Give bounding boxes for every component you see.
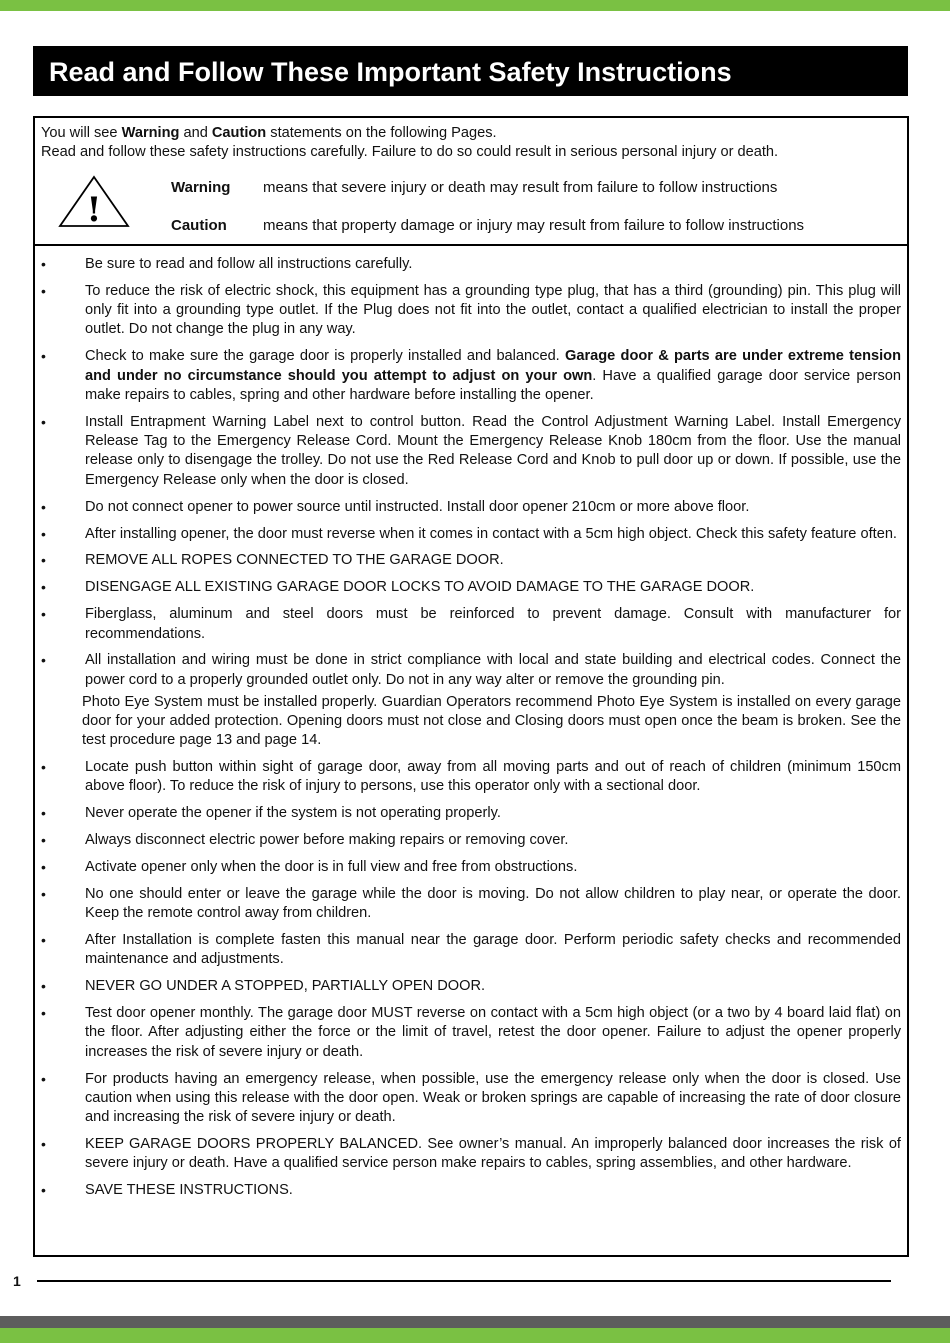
bullet: • bbox=[41, 525, 46, 542]
caution-term-inline: Caution bbox=[211, 125, 267, 141]
list-item: • Do not connect opener to power source until instructed. Install door opener 210cm or more above floor. bbox=[85, 498, 901, 517]
bullet: • bbox=[41, 579, 46, 596]
bullet: • bbox=[41, 859, 46, 876]
bullet: • bbox=[41, 1136, 46, 1153]
list-item: • No one should enter or leave the garage while the door is moving. Do not allow children to play near, or operate the door. Keep the remote control away from children. bbox=[41, 885, 901, 922]
list-item: • SAVE THESE INSTRUCTIONS. bbox=[85, 1181, 901, 1200]
warning-triangle-mark: ! bbox=[86, 190, 102, 229]
bullet: • bbox=[41, 978, 46, 995]
warning-term-inline: Warning bbox=[121, 125, 180, 141]
definition-term: Caution bbox=[171, 217, 227, 234]
list-item: • After Installation is complete fasten this manual near the garage door. Perform periodic safety checks and recommended maintenance and adjustments. bbox=[41, 932, 901, 968]
list-item: • Always disconnect electric power before making repairs or removing cover. bbox=[85, 831, 901, 850]
definition-text: means that property damage or injury may result from failure to follow instructions bbox=[263, 217, 805, 234]
list-item: • All installation and wiring must be done in strict compliance with local and state building and electrical codes. Connect the power cord to a properly grounded outlet only. Do not in any way alter or remove the grounding pin. bbox=[41, 652, 901, 688]
list-item: • KEEP GARAGE DOORS PROPERLY BALANCED. See owner’s manual. An improperly balanced door increases the risk of severe injury or death. Have a qualified service person make repairs to cables, spring assemblies, and other hardware. bbox=[41, 1136, 901, 1172]
safety-instructions-box bbox=[33, 116, 909, 1257]
definition-text: means that severe injury or death may result from failure to follow instructions bbox=[263, 179, 778, 196]
bullet: • bbox=[41, 652, 46, 669]
list-item: • Be sure to read and follow all instructions carefully. bbox=[85, 255, 901, 274]
bottom-accent-bar bbox=[0, 1328, 950, 1343]
list-item: • To reduce the risk of electric shock, this equipment has a grounding type plug, that has a third (grounding) pin. This plug will only fit into a grounding type outlet. If the Plug does not fit into the outlet, contact a qualified electrician to install the proper outlet. Do not change the plug in any way. bbox=[41, 282, 901, 338]
bullet: • bbox=[41, 1005, 46, 1022]
list-item: • Test door opener monthly. The garage door MUST reverse on contact with a 5cm high object (or a two by 4 board laid flat) on the floor. After adjusting either the force or the limit of travel, retest the door opener. Failure to adjust the opener properly increases the risk of severe injury or death. bbox=[41, 1005, 901, 1060]
list-item: • After installing opener, the door must reverse when it comes in contact with a 5cm high object. Check this safety feature often. bbox=[85, 525, 901, 544]
definition-term: Warning bbox=[171, 179, 231, 196]
footer-divider bbox=[37, 1280, 891, 1282]
bullet: • bbox=[41, 1070, 46, 1087]
bullet: • bbox=[41, 932, 46, 949]
list-item: • Activate opener only when the door is in full view and free from obstructions. bbox=[85, 858, 901, 877]
bullet: • bbox=[41, 282, 46, 299]
list-item: • For products having an emergency release, when possible, use the emergency release only when the door is closed. Use caution when using this release with the door open. Weak or broken springs are capable of increasing the rate of door closure and increasing the risk of severe injury or death. bbox=[41, 1070, 901, 1126]
bullet: • bbox=[41, 885, 46, 902]
bullet: • bbox=[41, 256, 46, 272]
intro-section bbox=[35, 118, 907, 246]
list-item: • Check to make sure the garage door is properly installed and balanced. Garage door & parts are under extreme tension and under no circumstance should you attempt to adjust on your own. Have a qualified garage door service person make repairs to cables, spring and other hardware before installing the opener. bbox=[41, 348, 901, 403]
list-item: • Fiberglass, aluminum and steel doors must be reinforced to prevent damage. Consult with manufacturer for recommendations. bbox=[41, 606, 901, 642]
list-item: • Install Entrapment Warning Label next to control button. Read the Control Adjustment Warning Label. Install Emergency Release Tag to the Emergency Release Cord. Mount the Emergency Release Knob 180cm from the floor. Use the manual release only to disengage the trolley. Do not use the Red Release Cord and Knob to pull door up or down. If possible, use the Emergency Release only when the door is closed. bbox=[41, 413, 901, 488]
safety-instruction-list bbox=[35, 246, 907, 1201]
bullet: • bbox=[41, 1182, 46, 1199]
list-item: • DISENGAGE ALL EXISTING GARAGE DOOR LOCKS TO AVOID DAMAGE TO THE GARAGE DOOR. bbox=[85, 578, 901, 597]
bullet: • bbox=[41, 552, 46, 569]
list-item: • REMOVE ALL ROPES CONNECTED TO THE GARAGE DOOR. bbox=[85, 551, 901, 570]
bullet: • bbox=[41, 759, 46, 776]
bullet: • bbox=[41, 498, 46, 515]
page-number: 1 bbox=[13, 1273, 21, 1289]
intro-line-2: Read and follow these safety instructions carefully. Failure to do so could result in serious personal injury or death. bbox=[41, 144, 779, 160]
list-item-note: Photo Eye System must be installed properly. Guardian Operators recommend Photo Eye System is installed on every garage door for your added protection. Opening doors must not close and Closing doors must open once the beam is broken. See the test procedure page 13 and page 14. bbox=[82, 693, 901, 749]
bullet: • bbox=[41, 348, 46, 365]
list-item: • Never operate the opener if the system is not operating properly. bbox=[85, 804, 901, 823]
bottom-gray-bar bbox=[0, 1316, 950, 1328]
page-title: Read and Follow These Important Safety Instructions bbox=[33, 46, 908, 96]
tension-warning-bold: Garage door & parts are under extreme tension and under no circumstance should you attempt to adjust on your own bbox=[85, 348, 901, 384]
bullet: • bbox=[41, 832, 46, 849]
list-item: • Locate push button within sight of garage door, away from all moving parts and out of reach of children (minimum 150cm above floor). To reduce the risk of injury to persons, use this operator only with a sectional door. bbox=[41, 759, 901, 795]
list-item: • NEVER GO UNDER A STOPPED, PARTIALLY OPEN DOOR. bbox=[85, 977, 901, 996]
warning-triangle-icon bbox=[57, 174, 131, 229]
bullet: • bbox=[41, 606, 46, 623]
top-accent-bar bbox=[0, 0, 950, 11]
bullet: • bbox=[41, 805, 46, 822]
intro-line-1: You will see Warning and Caution statements on the following Pages. bbox=[41, 125, 497, 141]
bullet: • bbox=[41, 413, 46, 430]
